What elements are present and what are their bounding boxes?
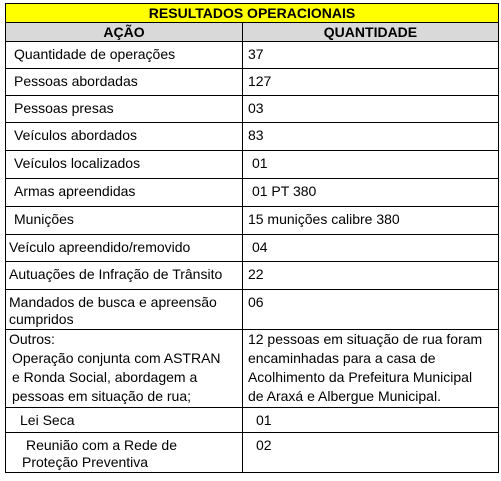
quantidade-cell: 01 PT 380 (242, 179, 498, 207)
table-row (6, 69, 499, 96)
header-row (6, 23, 499, 42)
quantidade-cell: 83 (242, 123, 498, 151)
acao-line: Mandados de busca e apreensão (9, 294, 217, 310)
table-row (6, 42, 499, 69)
acao-line: e Ronda Social, abordagem a (12, 369, 198, 385)
acao-cell: Munições (6, 207, 243, 235)
quantidade-line: encaminhadas para a casa de (247, 350, 436, 366)
acao-cell: Quantidade de operações (6, 42, 243, 69)
quantidade-line: 12 pessoas em situação de rua foram (247, 331, 483, 347)
acao-line: Reunião com a Rede de (26, 437, 177, 453)
quantidade-line: de Araxá e Albergue Municipal. (247, 388, 441, 404)
table-row (6, 330, 499, 408)
quantidade-cell: 15 munições calibre 380 (242, 207, 498, 235)
table-row (6, 96, 499, 123)
table-row (6, 235, 499, 262)
acao-cell: Veículos abordados (6, 123, 243, 151)
quantidade-cell: 04 (242, 235, 498, 262)
table-row (6, 262, 499, 290)
column-header-quantidade: QUANTIDADE (242, 23, 498, 42)
acao-cell: Autuações de Infração de Trânsito (6, 262, 243, 290)
quantidade-cell: 03 (242, 96, 498, 123)
title-row (6, 4, 499, 23)
acao-cell: Pessoas abordadas (6, 69, 243, 96)
results-table (5, 3, 499, 473)
quantidade-cell: 22 (242, 262, 498, 290)
quantidade-cell: 06 (242, 290, 498, 330)
acao-cell (6, 290, 243, 330)
quantidade-cell: 01 (242, 151, 498, 179)
table-row (6, 179, 499, 207)
acao-line: Operação conjunta com ASTRAN (12, 350, 221, 366)
acao-line: pessoas em situação de rua; (12, 388, 191, 404)
acao-cell: Lei Seca (6, 408, 243, 433)
quantidade-cell: 37 (242, 42, 498, 69)
table-title: RESULTADOS OPERACIONAIS (6, 4, 499, 23)
quantidade-cell: 127 (242, 69, 498, 96)
table-row (6, 207, 499, 235)
acao-cell (6, 433, 243, 473)
acao-cell: Veículos localizados (6, 151, 243, 179)
acao-cell: Veículo apreendido/removido (6, 235, 243, 262)
acao-line: cumpridos (9, 311, 74, 327)
table-row (6, 290, 499, 330)
acao-line: Outros: (9, 331, 55, 347)
quantidade-cell: 01 (242, 408, 498, 433)
acao-line: Proteção Preventiva (22, 454, 149, 470)
table-row (6, 123, 499, 151)
quantidade-line: Acolhimento da Prefeitura Municipal (247, 369, 473, 385)
quantidade-cell (242, 330, 498, 408)
table-row (6, 408, 499, 433)
acao-cell: Armas apreendidas (6, 179, 243, 207)
acao-cell: Pessoas presas (6, 96, 243, 123)
quantidade-cell: 02 (242, 433, 498, 473)
acao-cell (6, 330, 243, 408)
table-row (6, 151, 499, 179)
column-header-acao: AÇÃO (6, 23, 243, 42)
table-row (6, 433, 499, 473)
